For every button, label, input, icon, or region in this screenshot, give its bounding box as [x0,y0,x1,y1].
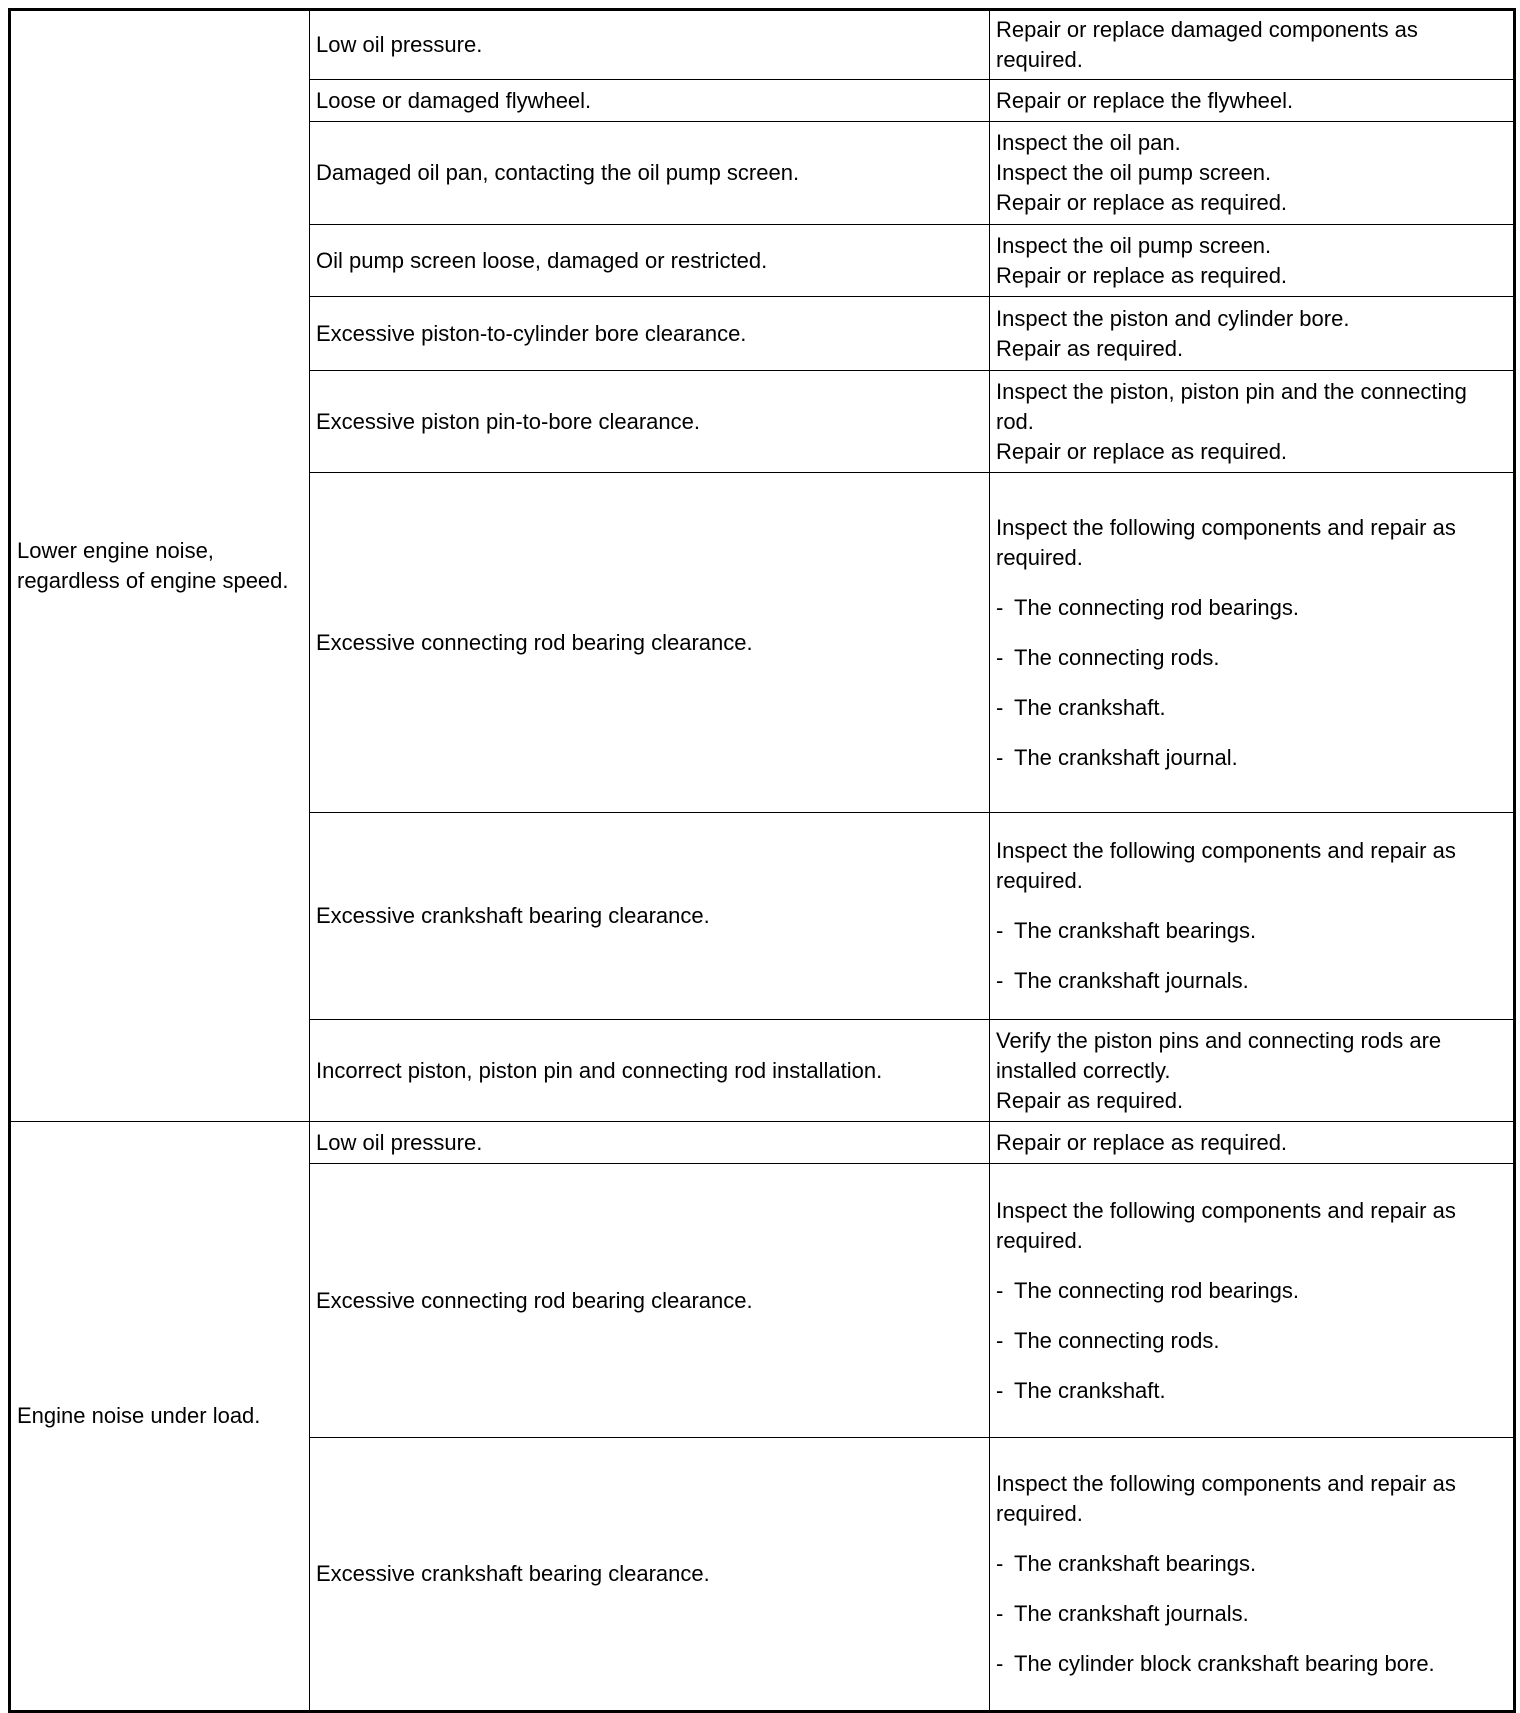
symptom-cell [10,1122,310,1712]
cause-cell [310,122,990,225]
action-line: Repair or replace damaged components as required. [996,17,1418,72]
action-bullet [996,643,1507,673]
cause-cell [310,1020,990,1122]
action-line: Repair or replace as required. [996,190,1288,215]
cause-text: Low oil pressure. [316,1129,483,1155]
action-cell [990,80,1515,122]
action-cell [990,225,1515,297]
action-intro: Inspect the following components and repair as required. [996,514,1456,570]
symptom-cell [10,10,310,1122]
bullet-text: The crankshaft journals. [1014,968,1249,993]
table-row [10,1122,1515,1164]
cause-text: Excessive piston pin-to-bore clearance. [316,408,700,434]
action-line: Inspect the oil pan. [996,130,1181,155]
action-line: Repair or replace as required. [996,262,1288,288]
cause-cell [310,297,990,371]
action-line: Repair or replace as required. [996,438,1288,464]
action-line: Verify the piston pins and connecting rods are installed correctly. [996,1027,1442,1083]
action-cell [990,1438,1515,1712]
bullet-marker: - [996,1327,1004,1353]
cause-cell [310,1164,990,1438]
action-line: Inspect the oil pump screen. [996,160,1272,185]
cause-cell [310,1438,990,1712]
action-bullet [996,1276,1507,1306]
bullet-marker: - [996,594,1004,620]
cause-cell [310,813,990,1020]
action-line: Inspect the piston and cylinder bore. [996,305,1350,331]
bullet-text: The connecting rods. [1014,1327,1220,1353]
bullet-marker: - [996,744,1004,770]
cause-cell [310,473,990,813]
bullet-marker: - [996,918,1004,943]
bullet-text: The connecting rod bearings. [1014,1277,1299,1303]
cause-text: Damaged oil pan, contacting the oil pump screen. [316,160,800,185]
cause-text: Excessive connecting rod bearing clearance. [316,629,753,655]
action-bullet [996,1649,1507,1679]
diagnostic-table-container [8,8,1516,1710]
cause-text: Loose or damaged flywheel. [316,87,592,113]
action-cell [990,297,1515,371]
bullet-text: The cylinder block crankshaft bearing bore. [1014,1651,1435,1676]
cause-text: Excessive crankshaft bearing clearance. [316,903,710,928]
action-cell [990,1122,1515,1164]
diagnostic-table [8,8,1516,1713]
action-intro: Inspect the following components and repair as required. [996,838,1456,893]
symptom-text: Engine noise under load. [17,1403,261,1428]
cause-cell [310,10,990,80]
cause-cell [310,1122,990,1164]
action-bullet [996,1326,1507,1356]
action-bullet [996,1376,1507,1406]
action-bullet [996,966,1507,996]
action-cell [990,1020,1515,1122]
bullet-marker: - [996,694,1004,720]
cause-cell [310,225,990,297]
action-bullet [996,1599,1507,1629]
cause-cell [310,371,990,473]
action-bullet [996,693,1507,723]
bullet-marker: - [996,644,1004,670]
cause-text: Oil pump screen loose, damaged or restricted. [316,247,768,273]
action-bullet [996,1549,1507,1579]
table-row [10,10,1515,80]
cause-cell [310,80,990,122]
action-line: Inspect the oil pump screen. [996,232,1272,258]
cause-text: Excessive crankshaft bearing clearance. [316,1561,710,1586]
bullet-marker: - [996,968,1004,993]
action-cell [990,1164,1515,1438]
action-bullet [996,743,1507,773]
action-intro: Inspect the following components and repair as required. [996,1471,1456,1526]
action-cell [990,813,1515,1020]
action-line: Repair as required. [996,1087,1184,1113]
bullet-text: The crankshaft bearings. [1014,1551,1257,1576]
action-bullet [996,916,1507,946]
bullet-marker: - [996,1651,1004,1676]
bullet-text: The connecting rod bearings. [1014,594,1299,620]
action-intro: Inspect the following components and repair as required. [996,1197,1456,1253]
action-cell [990,122,1515,225]
action-cell [990,473,1515,813]
action-line: Repair as required. [996,335,1184,361]
bullet-text: The crankshaft. [1014,1377,1166,1403]
cause-text: Excessive connecting rod bearing clearance. [316,1287,753,1313]
action-line: Repair or replace as required. [996,1129,1288,1155]
bullet-marker: - [996,1377,1004,1403]
bullet-text: The connecting rods. [1014,644,1220,670]
cause-text: Low oil pressure. [316,32,483,57]
action-cell [990,371,1515,473]
action-line: Inspect the piston, piston pin and the connecting rod. [996,378,1467,434]
symptom-text: Lower engine noise, regardless of engine speed. [17,538,289,593]
bullet-text: The crankshaft journal. [1014,744,1238,770]
bullet-text: The crankshaft bearings. [1014,918,1257,943]
action-line: Repair or replace the flywheel. [996,87,1294,113]
bullet-text: The crankshaft journals. [1014,1601,1249,1626]
bullet-text: The crankshaft. [1014,694,1166,720]
action-cell [990,10,1515,80]
cause-text: Incorrect piston, piston pin and connecting rod installation. [316,1057,883,1083]
action-bullet [996,593,1507,623]
cause-text: Excessive piston-to-cylinder bore clearance. [316,320,747,346]
bullet-marker: - [996,1601,1004,1626]
bullet-marker: - [996,1551,1004,1576]
bullet-marker: - [996,1277,1004,1303]
